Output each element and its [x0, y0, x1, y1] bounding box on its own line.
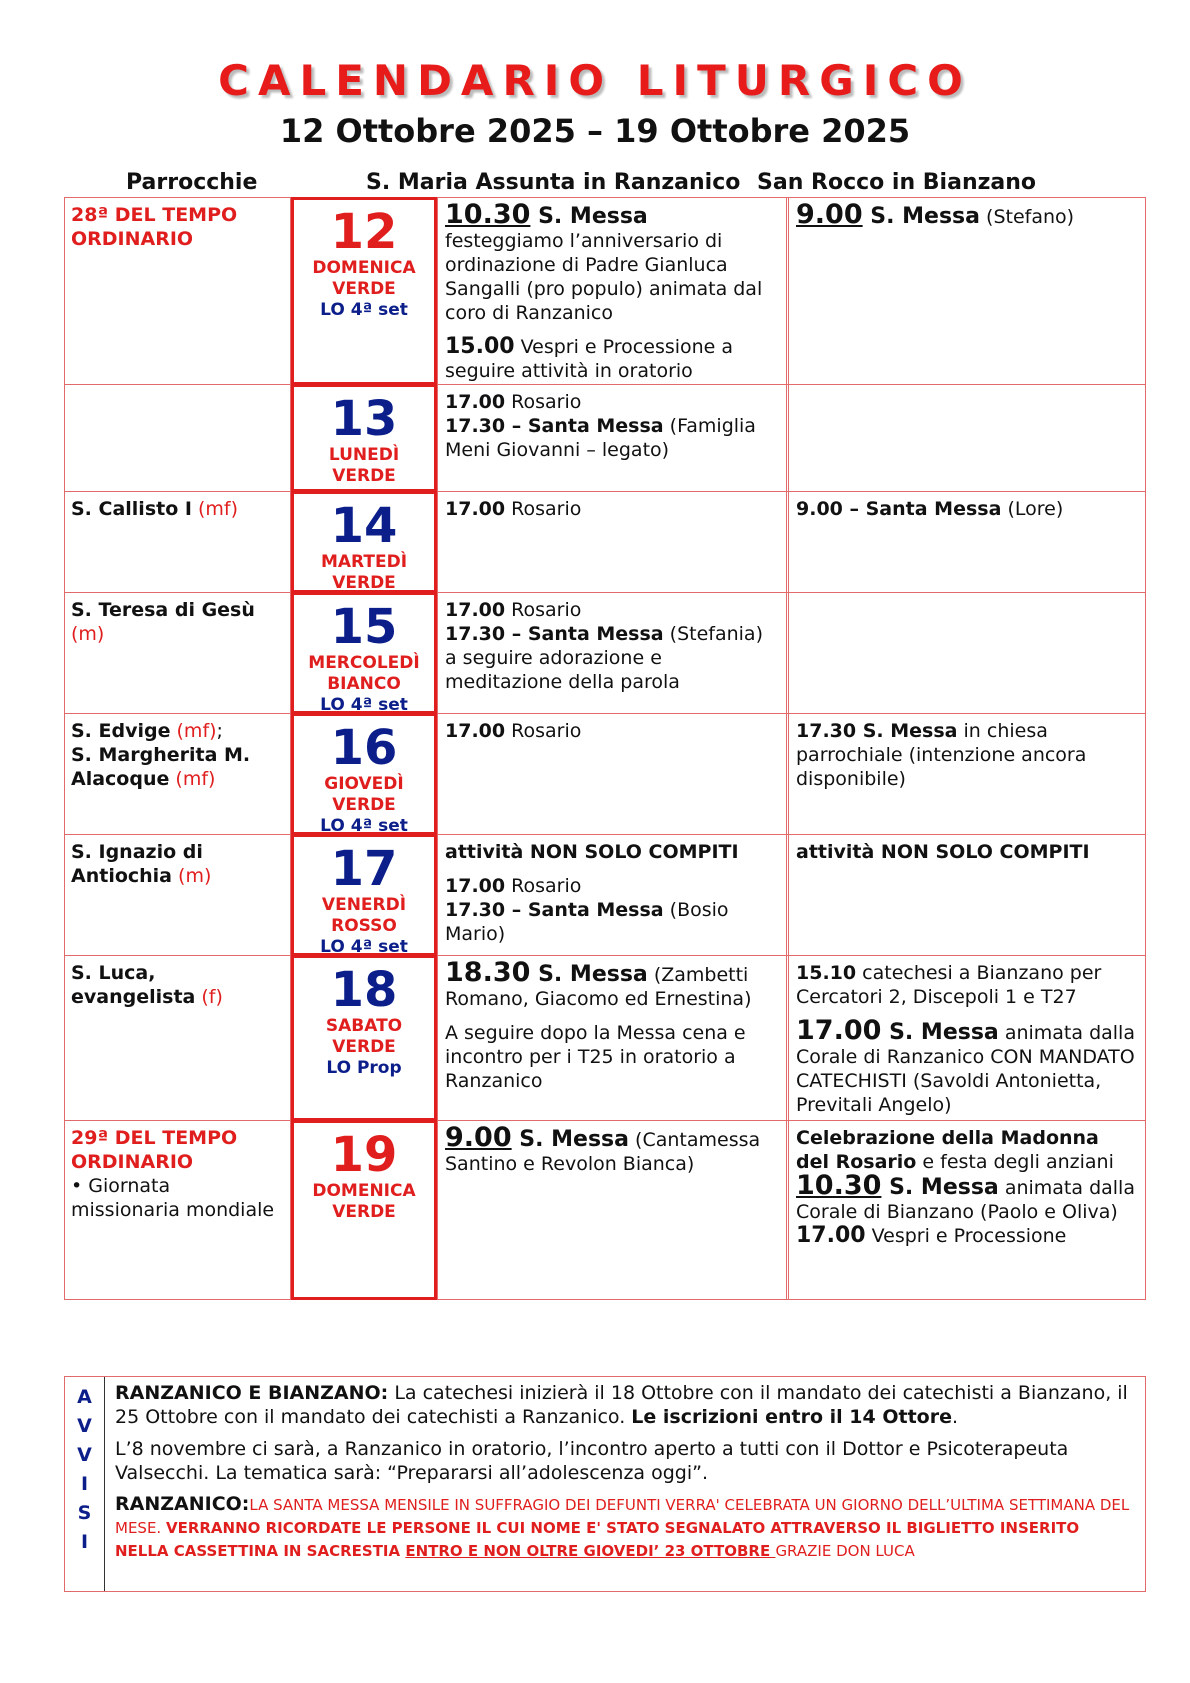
day-number: 17: [330, 841, 398, 897]
saint-cell: [65, 1121, 291, 1299]
header-parishes: Parrocchie: [126, 170, 258, 195]
mass-time: 10.30: [796, 1170, 882, 1201]
mass-intention: (Stefania) a seguire adorazione e meditazione della parola: [445, 623, 763, 693]
mass-title: S. Messa: [530, 962, 648, 987]
event-description: A seguire dopo la Messa cena e incontro per i T25 in oratorio a Ranzanico: [445, 1022, 746, 1092]
mass-title: S. Messa: [881, 1020, 999, 1045]
saint-rank: (m): [71, 623, 105, 645]
day-number: 18: [330, 962, 398, 1018]
day-cell: [291, 834, 437, 956]
saint-name: 28ª DEL TEMPO ORDINARIO: [71, 204, 238, 250]
mass-title: S. Messa: [881, 1175, 999, 1200]
liturgy-week: LO 4ª set: [320, 816, 408, 836]
notices-body: [105, 1377, 1145, 1591]
day-cell: [291, 491, 437, 593]
bianzano-cell: [789, 956, 1145, 1120]
event-time: 17.00: [445, 599, 506, 621]
activity-label: attività NON SOLO COMPITI: [445, 841, 739, 863]
bianzano-cell: [789, 198, 1145, 384]
saint-cell: [65, 198, 291, 384]
notice-end: .: [952, 1406, 959, 1428]
liturgical-color: VERDE: [332, 795, 396, 815]
mass-intention: (Stefano): [980, 206, 1075, 228]
day-cell: [291, 197, 437, 385]
ranzanico-cell: [437, 385, 789, 491]
bianzano-cell: [789, 714, 1145, 834]
liturgical-color: VERDE: [332, 573, 396, 593]
table-row: [65, 385, 1145, 492]
event-description: Rosario: [505, 599, 582, 621]
bianzano-cell: [789, 385, 1145, 491]
table-row: [65, 492, 1145, 593]
table-row: [65, 1121, 1145, 1300]
event-time: 17.00: [445, 875, 506, 897]
mass-description: animata dalla Corale di Ranzanico CON MANDATO CATECHISTI (Savoldi Antonietta, Previtali Angelo): [796, 1022, 1135, 1116]
event-time: 17.00: [445, 391, 506, 413]
saint-cell: [65, 835, 291, 955]
saint-name: S. Ignazio di Antiochia: [71, 841, 203, 887]
celebration-text: e festa degli anziani: [916, 1151, 1114, 1173]
event-description: Rosario: [505, 720, 582, 742]
liturgy-week: LO Prop: [326, 1058, 402, 1078]
saint-name-2: S. Margherita M. Alacoque: [71, 744, 251, 790]
day-name: VENERDÌ: [321, 895, 407, 915]
notices-letter: V: [77, 1444, 92, 1466]
day-name: LUNEDÌ: [328, 445, 400, 465]
mass-title: S. Messa: [511, 1127, 629, 1152]
liturgy-week: LO 4ª set: [320, 695, 408, 715]
event-time: 17.00: [445, 498, 506, 520]
day-cell: [291, 955, 437, 1121]
saint-rank: (f): [195, 986, 223, 1008]
table-row: [65, 835, 1145, 956]
notice-heading: RANZANICO E BIANZANO:: [115, 1382, 389, 1404]
saint-rank: (m): [172, 865, 212, 887]
notices-letter: I: [80, 1531, 89, 1553]
event-description: Rosario: [505, 875, 582, 897]
saint-note: • Giornata missionaria mondiale: [71, 1175, 275, 1221]
celebration-title: Celebrazione della Madonna del Rosario: [796, 1127, 1099, 1173]
notices-label: [65, 1377, 105, 1591]
mass-time: 17.30 – Santa Messa: [445, 899, 664, 921]
event-description: Vespri e Processione a seguire attività in oratorio: [445, 336, 734, 382]
day-cell: [291, 592, 437, 714]
mass-intention: (Lore): [1001, 498, 1064, 520]
liturgical-color: ROSSO: [331, 916, 397, 936]
notices-letter: A: [77, 1386, 92, 1408]
saint-cell: [65, 956, 291, 1120]
mass-description: festeggiamo l’anniversario di ordinazione di Padre Gianluca Sangalli (pro populo) animata dal coro di Ranzanico: [445, 230, 763, 324]
day-cell: [291, 713, 437, 835]
mass-time: 17.30 – Santa Messa: [445, 623, 664, 645]
mass-time: 9.00 – Santa Messa: [796, 498, 1002, 520]
liturgical-color: VERDE: [332, 466, 396, 486]
saint-rank: (mf): [170, 720, 217, 742]
notice-signature: GRAZIE DON LUCA: [775, 1542, 915, 1560]
mass-intention: in chiesa parrochiale (intenzione ancora disponibile): [796, 720, 1087, 790]
table-row: [65, 198, 1145, 385]
bianzano-cell: [789, 593, 1145, 713]
saint-name: 29ª DEL TEMPO ORDINARIO: [71, 1127, 238, 1173]
saint-rank-2: (mf): [169, 768, 216, 790]
notices-letter: V: [77, 1415, 92, 1437]
day-name: MERCOLEDÌ: [308, 653, 420, 673]
day-cell: [291, 1120, 437, 1300]
event-time: 15.00: [445, 334, 515, 359]
mass-intention: (Famiglia Meni Giovanni – legato): [445, 415, 756, 461]
ranzanico-cell: [437, 956, 789, 1120]
activity-label: attività NON SOLO COMPITI: [796, 841, 1090, 863]
day-name: MARTEDÌ: [320, 552, 408, 572]
saint-name: S. Edvige: [71, 720, 171, 742]
mass-intention: (Bosio Mario): [445, 899, 729, 945]
notice-bold: VERRANNO RICORDATE LE PERSONE IL CUI NOME E' STATO SEGNALATO ATTRAVERSO IL BIGLIETTO INSERITO NELLA CASSETTINA IN SACRESTIA: [115, 1519, 1080, 1560]
liturgical-color: BIANCO: [327, 674, 401, 694]
day-number: 13: [330, 391, 398, 447]
mass-title: S. Messa: [862, 204, 980, 229]
saint-cell: [65, 492, 291, 592]
page-title: CALENDARIO LITURGICO: [218, 56, 972, 105]
event-description: catechesi a Bianzano per Cercatori 2, Discepoli 1 e T27: [796, 962, 1102, 1008]
column-headers: [64, 170, 1144, 200]
saint-cell: [65, 385, 291, 491]
liturgical-color: VERDE: [332, 279, 396, 299]
mass-title: S. Messa: [530, 204, 648, 229]
event-description: Rosario: [505, 391, 582, 413]
event-time: 17.00: [445, 720, 506, 742]
mass-intention: (Cantamessa Santino e Revolon Bianca): [445, 1129, 761, 1175]
mass-intention: (Zambetti Romano, Giacomo ed Ernestina): [445, 964, 752, 1010]
notice-deadline: ENTRO E NON OLTRE GIOVEDI’ 23 OTTOBRE: [405, 1542, 776, 1560]
notice-text: La catechesi inizierà il 18 Ottobre con il mandato dei catechisti a Bianzano, il 25 Ottobre con il mandato dei catechisti a Ranzanico.: [115, 1382, 1128, 1428]
liturgy-week: LO 4ª set: [320, 937, 408, 957]
ranzanico-cell: [437, 1121, 789, 1299]
notice-mass: [115, 1493, 1135, 1563]
header-ranzanico: S. Maria Assunta in Ranzanico: [366, 170, 741, 195]
table-row: [65, 593, 1145, 714]
day-name: DOMENICA: [312, 1181, 416, 1201]
date-range: 12 Ottobre 2025 – 19 Ottobre 2025: [279, 112, 911, 150]
notice-deadline: Le iscrizioni entro il 14 Ottore: [631, 1406, 952, 1428]
ranzanico-cell: [437, 492, 789, 592]
header-bianzano: San Rocco in Bianzano: [757, 170, 1037, 195]
mass-time: 9.00: [796, 199, 863, 230]
event-time: 15.10: [796, 962, 857, 984]
notice-catechesis: [115, 1381, 1135, 1429]
mass-time: 17.30 S. Messa: [796, 720, 958, 742]
ranzanico-cell: [437, 198, 789, 384]
notice-heading: RANZANICO:: [115, 1493, 250, 1515]
table-row: [65, 714, 1145, 835]
day-name: DOMENICA: [312, 258, 416, 278]
day-number: 14: [330, 498, 398, 554]
day-cell: [291, 384, 437, 492]
table-row: [65, 956, 1145, 1121]
liturgical-color: VERDE: [332, 1202, 396, 1222]
notices-box: [64, 1376, 1146, 1592]
calendar-table: [64, 197, 1146, 1300]
mass-time: 17.00: [796, 1015, 882, 1046]
mass-time: 18.30: [445, 957, 531, 988]
event-time: 17.00: [796, 1223, 866, 1248]
mass-description: animata dalla Corale di Bianzano (Paolo e Oliva): [796, 1177, 1135, 1223]
day-number: 12: [330, 204, 398, 260]
ranzanico-cell: [437, 593, 789, 713]
saint-name: S. Luca, evangelista: [71, 962, 196, 1008]
liturgical-color: VERDE: [332, 1037, 396, 1057]
bianzano-cell: [789, 1121, 1145, 1299]
saint-rank: (mf): [191, 498, 239, 520]
notice-text: LA SANTA MESSA MENSILE IN SUFFRAGIO DEI DEFUNTI VERRA' CELEBRATA UN GIORNO DELL’ULTIMA SETTIMANA DEL MESE.: [115, 1496, 1130, 1537]
liturgy-week: LO 4ª set: [320, 300, 408, 320]
notice-text: L’8 novembre ci sarà, a Ranzanico in oratorio, l’incontro aperto a tutti con il Dottor e Psicoterapeuta Valsecchi. La tematica sarà: “Prepararsi all’adolescenza oggi”.: [115, 1438, 1069, 1484]
notice-meeting: [115, 1437, 1135, 1485]
event-description: Rosario: [505, 498, 582, 520]
saint-cell: [65, 593, 291, 713]
ranzanico-cell: [437, 835, 789, 955]
day-name: GIOVEDÌ: [324, 774, 404, 794]
mass-time: 10.30: [445, 199, 531, 230]
bianzano-cell: [789, 835, 1145, 955]
mass-time: 17.30 – Santa Messa: [445, 415, 664, 437]
saint-name: S. Callisto I: [71, 498, 192, 520]
notices-letter: S: [77, 1502, 92, 1524]
bianzano-cell: [789, 492, 1145, 592]
ranzanico-cell: [437, 714, 789, 834]
event-description: Vespri e Processione: [865, 1225, 1067, 1247]
day-number: 15: [330, 599, 398, 655]
day-name: SABATO: [325, 1016, 403, 1036]
day-number: 19: [330, 1127, 398, 1183]
notices-letter: I: [80, 1473, 89, 1495]
mass-time: 9.00: [445, 1122, 512, 1153]
saint-cell: S. Edvige (mf); S. Margherita M. Alacoque (mf): [65, 714, 291, 834]
day-number: 16: [330, 720, 398, 776]
saint-name: S. Teresa di Gesù: [71, 599, 255, 621]
